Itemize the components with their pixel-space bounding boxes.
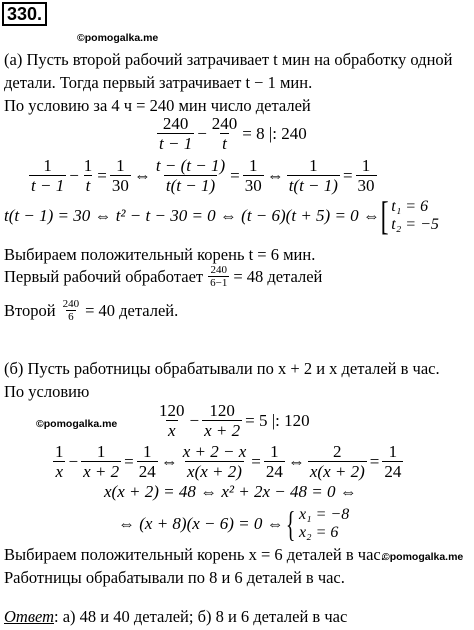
part-b-line1: (б) Пусть работницы обрабатывали по x + 2 и x деталей в час. (4, 359, 440, 378)
frac-denominator: x (167, 421, 176, 440)
part-a-equation-1 (156, 114, 309, 153)
frac-numerator: 1 (55, 442, 64, 461)
equation-rhs: = 5 |: 120 (245, 410, 310, 430)
frac-numerator: 1 (116, 156, 125, 175)
part-a-line2: детали. Тогда первый затрачивает t − 1 мин. (4, 73, 313, 92)
watermark-bottom: ©pomogalka.me (382, 551, 464, 563)
frac-numerator: 240 (211, 114, 238, 133)
frac-denominator: t(t − 1) (165, 176, 216, 195)
frac-denominator: 24 (138, 462, 156, 481)
frac-denominator: 6 (68, 311, 74, 323)
frac-numerator: 1 (361, 156, 371, 175)
watermark-mid: ©pomogalka.me (36, 418, 118, 430)
frac-denominator: t (85, 176, 91, 195)
frac-numerator: 1 (248, 156, 258, 175)
frac-numerator: t − (t − 1) (155, 156, 226, 175)
part-b-result: Работницы обрабатывали по 8 и 6 деталей в час. (4, 568, 345, 587)
part-a-choose: Выбираем положительный корень t = 6 мин. (4, 245, 316, 264)
brace-icon: { (285, 504, 296, 544)
frac-numerator: 2 (333, 442, 342, 461)
watermark-top: ©pomogalka.me (77, 32, 159, 44)
frac-numerator: 240 (62, 298, 80, 310)
part-a-equation-3 (4, 193, 439, 238)
frac-denominator: 24 (384, 462, 402, 481)
second-worker-result: = 40 деталей. (85, 300, 179, 320)
frac-numerator: 1 (270, 442, 279, 461)
quadratic-chain: x(x + 2) = 48 ⇔ x² + 2x − 48 = 0 ⇔ (104, 482, 357, 501)
part-a-line1: (а) Пусть второй рабочий затрачивает t мин на обработку одной (4, 50, 453, 69)
bracket-icon: [ (380, 193, 389, 238)
frac-denominator: x(x + 2) (309, 462, 365, 481)
frac-denominator: t(t − 1) (288, 176, 338, 195)
part-b-line2: По условию (4, 382, 90, 401)
minus-sign: − (197, 123, 207, 143)
first-worker-result: = 48 деталей (233, 266, 323, 286)
frac-denominator: 30 (111, 176, 129, 195)
frac-denominator: x + 2 (83, 462, 120, 481)
part-b-choose: Выбираем положительный корень x = 6 деталей в час. (4, 545, 385, 564)
frac-numerator: 240 (210, 264, 227, 276)
part-a-first-worker (4, 264, 322, 289)
frac-numerator: 1 (96, 442, 106, 461)
first-worker-text: Первый рабочий обработает (4, 266, 204, 286)
frac-denominator: x(x + 2) (187, 462, 242, 481)
part-a-second-worker (4, 298, 178, 323)
equation-rhs: = 8 |: 240 (242, 123, 307, 143)
frac-denominator: x (55, 462, 64, 481)
frac-numerator: 1 (83, 156, 93, 175)
part-b-equation-4 (118, 504, 349, 544)
answer-text: : а) 48 и 40 деталей; б) 8 и 6 деталей в час (54, 607, 348, 626)
frac-denominator: t − 1 (31, 176, 65, 195)
answer (4, 607, 347, 627)
frac-numerator: 1 (43, 156, 52, 175)
frac-denominator: 24 (265, 462, 283, 481)
part-b-equation-2: $\frac{1}{x}$ − $\frac{1}{x + 2}$ = $\frac{1}{24}$ ⇔ $\frac{x + 2 - x}{x(x + 2)}$ = $\frac{1}{24}$ ⇔ $\frac{2}{x(x + 2)}$ = $\frac{1}{24}$ (55, 442, 402, 481)
frac-denominator: 6−1 (210, 277, 228, 289)
frac-denominator: 30 (244, 176, 262, 195)
quadratic-chain: t(t − 1) = 30 ⇔ t² − t − 30 = 0 ⇔ (t − 6)(t + 5) = 0 ⇔ (4, 206, 380, 225)
frac-denominator: t (222, 134, 227, 153)
frac-numerator: x + 2 − x (182, 442, 247, 461)
part-b-equation-3 (104, 482, 357, 502)
frac-numerator: 120 (159, 401, 185, 420)
root-1: x₁ = −8 (298, 506, 350, 523)
frac-numerator: 240 (162, 114, 189, 133)
frac-denominator: t − 1 (159, 134, 193, 153)
part-a-line3: По условию за 4 ч = 240 мин число деталей (4, 96, 311, 115)
problem-number: 330. (2, 2, 47, 26)
frac-numerator: 1 (388, 442, 398, 461)
frac-numerator: 120 (209, 401, 235, 420)
answer-label: Ответ (4, 607, 55, 626)
frac-denominator: x + 2 (204, 421, 241, 440)
frac-numerator: 1 (309, 156, 318, 175)
factored-chain: ⇔ (x + 8)(x − 6) = 0 ⇔ (118, 514, 284, 533)
second-worker-text: Второй (4, 300, 56, 320)
root-2: x₂ = 6 (298, 524, 339, 541)
frac-numerator: 1 (142, 442, 152, 461)
part-a-equation-2: $\frac{1}{t - 1}$ − $\frac{1}{t}$ = $\frac{1}{30}$ ⇔ $\frac{t - (t - 1)}{t(t - 1)}$ = $\frac{1}{30}$ ⇔ $\frac{1}{t(t - 1)}$ = $\frac{1}{30}$ (31, 156, 375, 195)
frac-denominator: 30 (357, 176, 375, 195)
part-b-equation-1: $\frac{120}{x}$ − $\frac{120}{x + 2}$ = 5 |: 120 (159, 401, 310, 440)
root-1: t₁ = 6 (391, 198, 429, 215)
root-2: t₂ = −5 (391, 216, 439, 233)
